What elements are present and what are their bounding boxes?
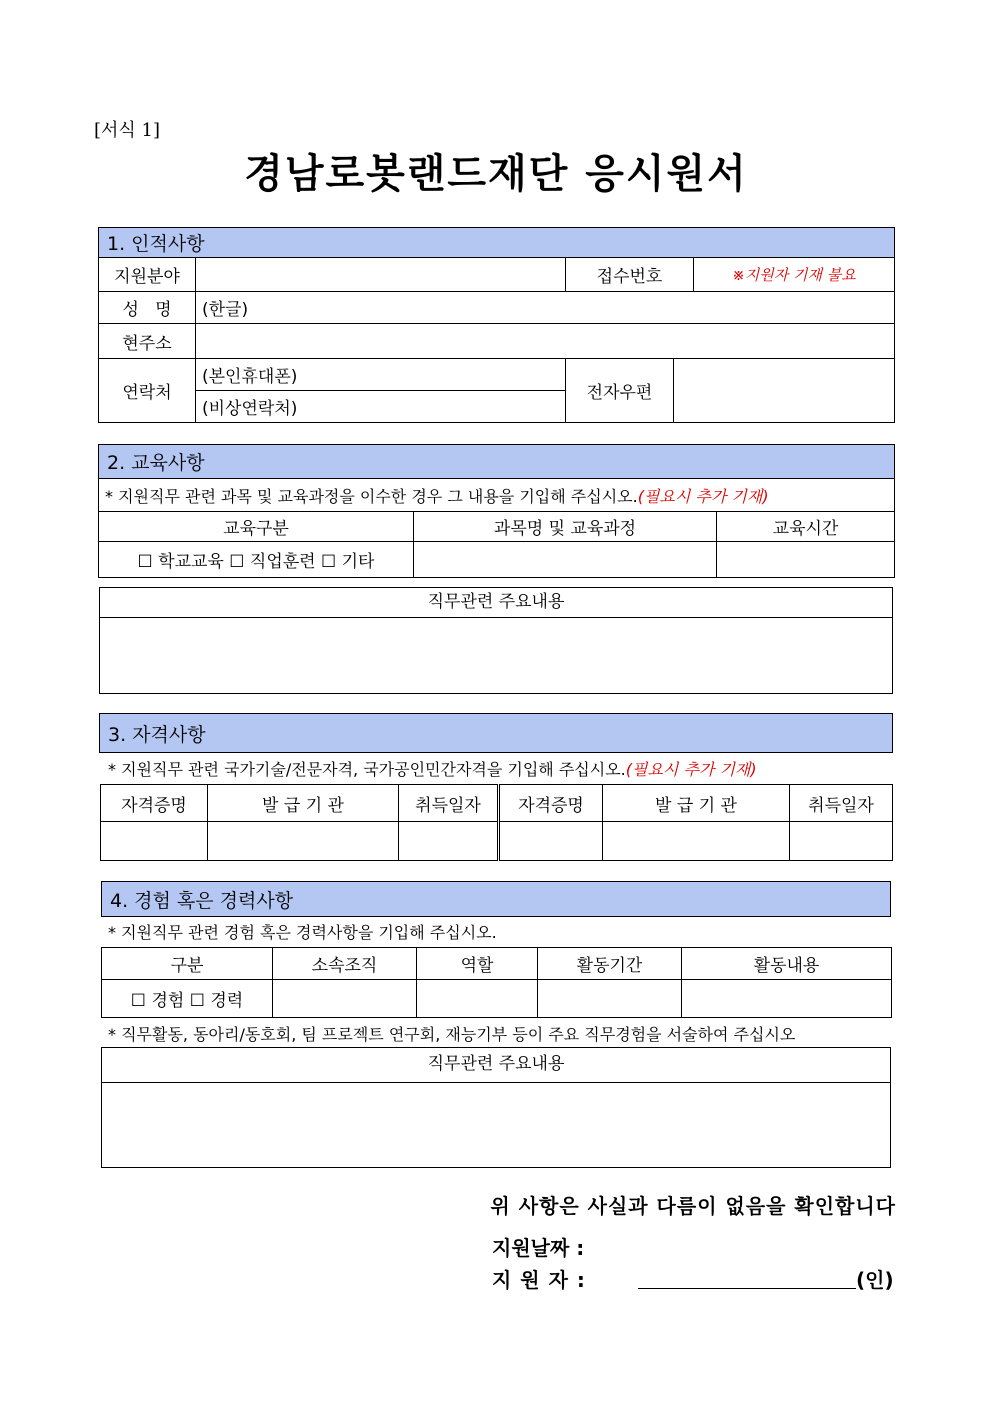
mobile-input[interactable]: (본인휴대폰) — [196, 359, 566, 391]
experience-detail-input[interactable] — [102, 1083, 890, 1167]
address-label: 현주소 — [99, 324, 196, 359]
course-input[interactable] — [414, 542, 717, 578]
cert-name-header: 자격증명 — [101, 785, 208, 822]
hours-input[interactable] — [717, 542, 895, 578]
section2-heading: 2. 교육사항 — [99, 445, 895, 479]
certification-table — [100, 784, 893, 861]
exp-role-input[interactable] — [417, 980, 538, 1018]
cert-date-header-2: 취득일자 — [790, 785, 893, 822]
seal-mark: (인) — [856, 1268, 894, 1292]
section3-heading: 3. 자격사항 — [100, 714, 893, 753]
exp-period-header: 활동기간 — [538, 948, 682, 980]
address-input[interactable] — [196, 324, 895, 359]
experience-note: * 지원직무 관련 경험 혹은 경력사항을 기입해 주십시오. — [108, 923, 497, 942]
contact-label: 연락처 — [99, 359, 196, 423]
exp-role-header: 역할 — [417, 948, 538, 980]
name-input[interactable]: (한글) — [196, 292, 895, 324]
education-detail-box — [99, 587, 893, 694]
experience-head-table — [101, 881, 891, 917]
cert-name-input-2[interactable] — [499, 822, 603, 861]
emergency-input[interactable]: (비상연락처) — [196, 391, 566, 423]
page-title: 경남로봇랜드재단 응시원서 — [244, 150, 748, 197]
experience-table — [101, 947, 892, 1018]
field-input[interactable] — [196, 258, 566, 292]
email-input[interactable] — [674, 359, 895, 423]
cert-name-header-2: 자격증명 — [499, 785, 603, 822]
cert-issuer-input-2[interactable] — [603, 822, 790, 861]
cert-date-input[interactable] — [399, 822, 499, 861]
experience-detail-head: 직무관련 주요내용 — [102, 1048, 890, 1083]
cert-issuer-header-2: 발 급 기 관 — [603, 785, 790, 822]
cert-issuer-header: 발 급 기 관 — [208, 785, 399, 822]
education-type-header: 교육구분 — [99, 512, 414, 542]
education-detail-head: 직무관련 주요내용 — [100, 588, 892, 618]
certification-head-table — [99, 713, 893, 753]
personal-info-table — [98, 227, 895, 423]
exp-activity-input[interactable] — [682, 980, 892, 1018]
education-detail-input[interactable] — [100, 618, 892, 693]
exp-org-header: 소속조직 — [273, 948, 417, 980]
email-label: 전자우편 — [566, 359, 674, 423]
field-label: 지원분야 — [99, 258, 196, 292]
exp-type-header: 구분 — [102, 948, 273, 980]
cert-date-header: 취득일자 — [399, 785, 499, 822]
cert-name-input[interactable] — [101, 822, 208, 861]
exp-org-input[interactable] — [273, 980, 417, 1018]
course-header: 과목명 및 교육과정 — [414, 512, 717, 542]
hours-header: 교육시간 — [717, 512, 895, 542]
section1-heading: 1. 인적사항 — [99, 228, 895, 258]
exp-period-input[interactable] — [538, 980, 682, 1018]
signature-line[interactable] — [638, 1288, 856, 1289]
section4-heading: 4. 경험 혹은 경력사항 — [102, 882, 891, 917]
form-number-label: [서식 1] — [94, 120, 160, 141]
experience-note-2: * 직무활동, 동아리/동호회, 팀 프로젝트 연구회, 재능기부 등이 주요 직무경험을 서술하여 주십시오 — [108, 1025, 796, 1044]
date-input[interactable] — [610, 1232, 850, 1260]
exp-activity-header: 활동내용 — [682, 948, 892, 980]
cert-issuer-input[interactable] — [208, 822, 399, 861]
exp-type-options[interactable]: ☐ 경험 ☐ 경력 — [102, 980, 273, 1018]
date-label: 지원날짜 : — [492, 1236, 585, 1260]
receipt-note: ※지원자 기재 불요 — [694, 258, 895, 292]
name-label: 성 명 — [99, 292, 196, 324]
certification-note: * 지원직무 관련 국가기술/전문자격, 국가공인민간자격을 기입해 주십시오.(필요시 추가 기재) — [108, 760, 757, 779]
receipt-label: 접수번호 — [566, 258, 694, 292]
confirmation-statement: 위 사항은 사실과 다름이 없음을 확인합니다 — [490, 1194, 896, 1218]
cert-date-input-2[interactable] — [790, 822, 893, 861]
education-note: * 지원직무 관련 과목 및 교육과정을 이수한 경우 그 내용을 기입해 주십시오.(필요시 추가 기재) — [99, 479, 895, 512]
education-type-options[interactable]: ☐ 학교교육 ☐ 직업훈련 ☐ 기타 — [99, 542, 414, 578]
applicant-label: 지 원 자 : — [492, 1268, 586, 1292]
experience-detail-box — [101, 1047, 891, 1168]
education-table — [98, 444, 895, 578]
